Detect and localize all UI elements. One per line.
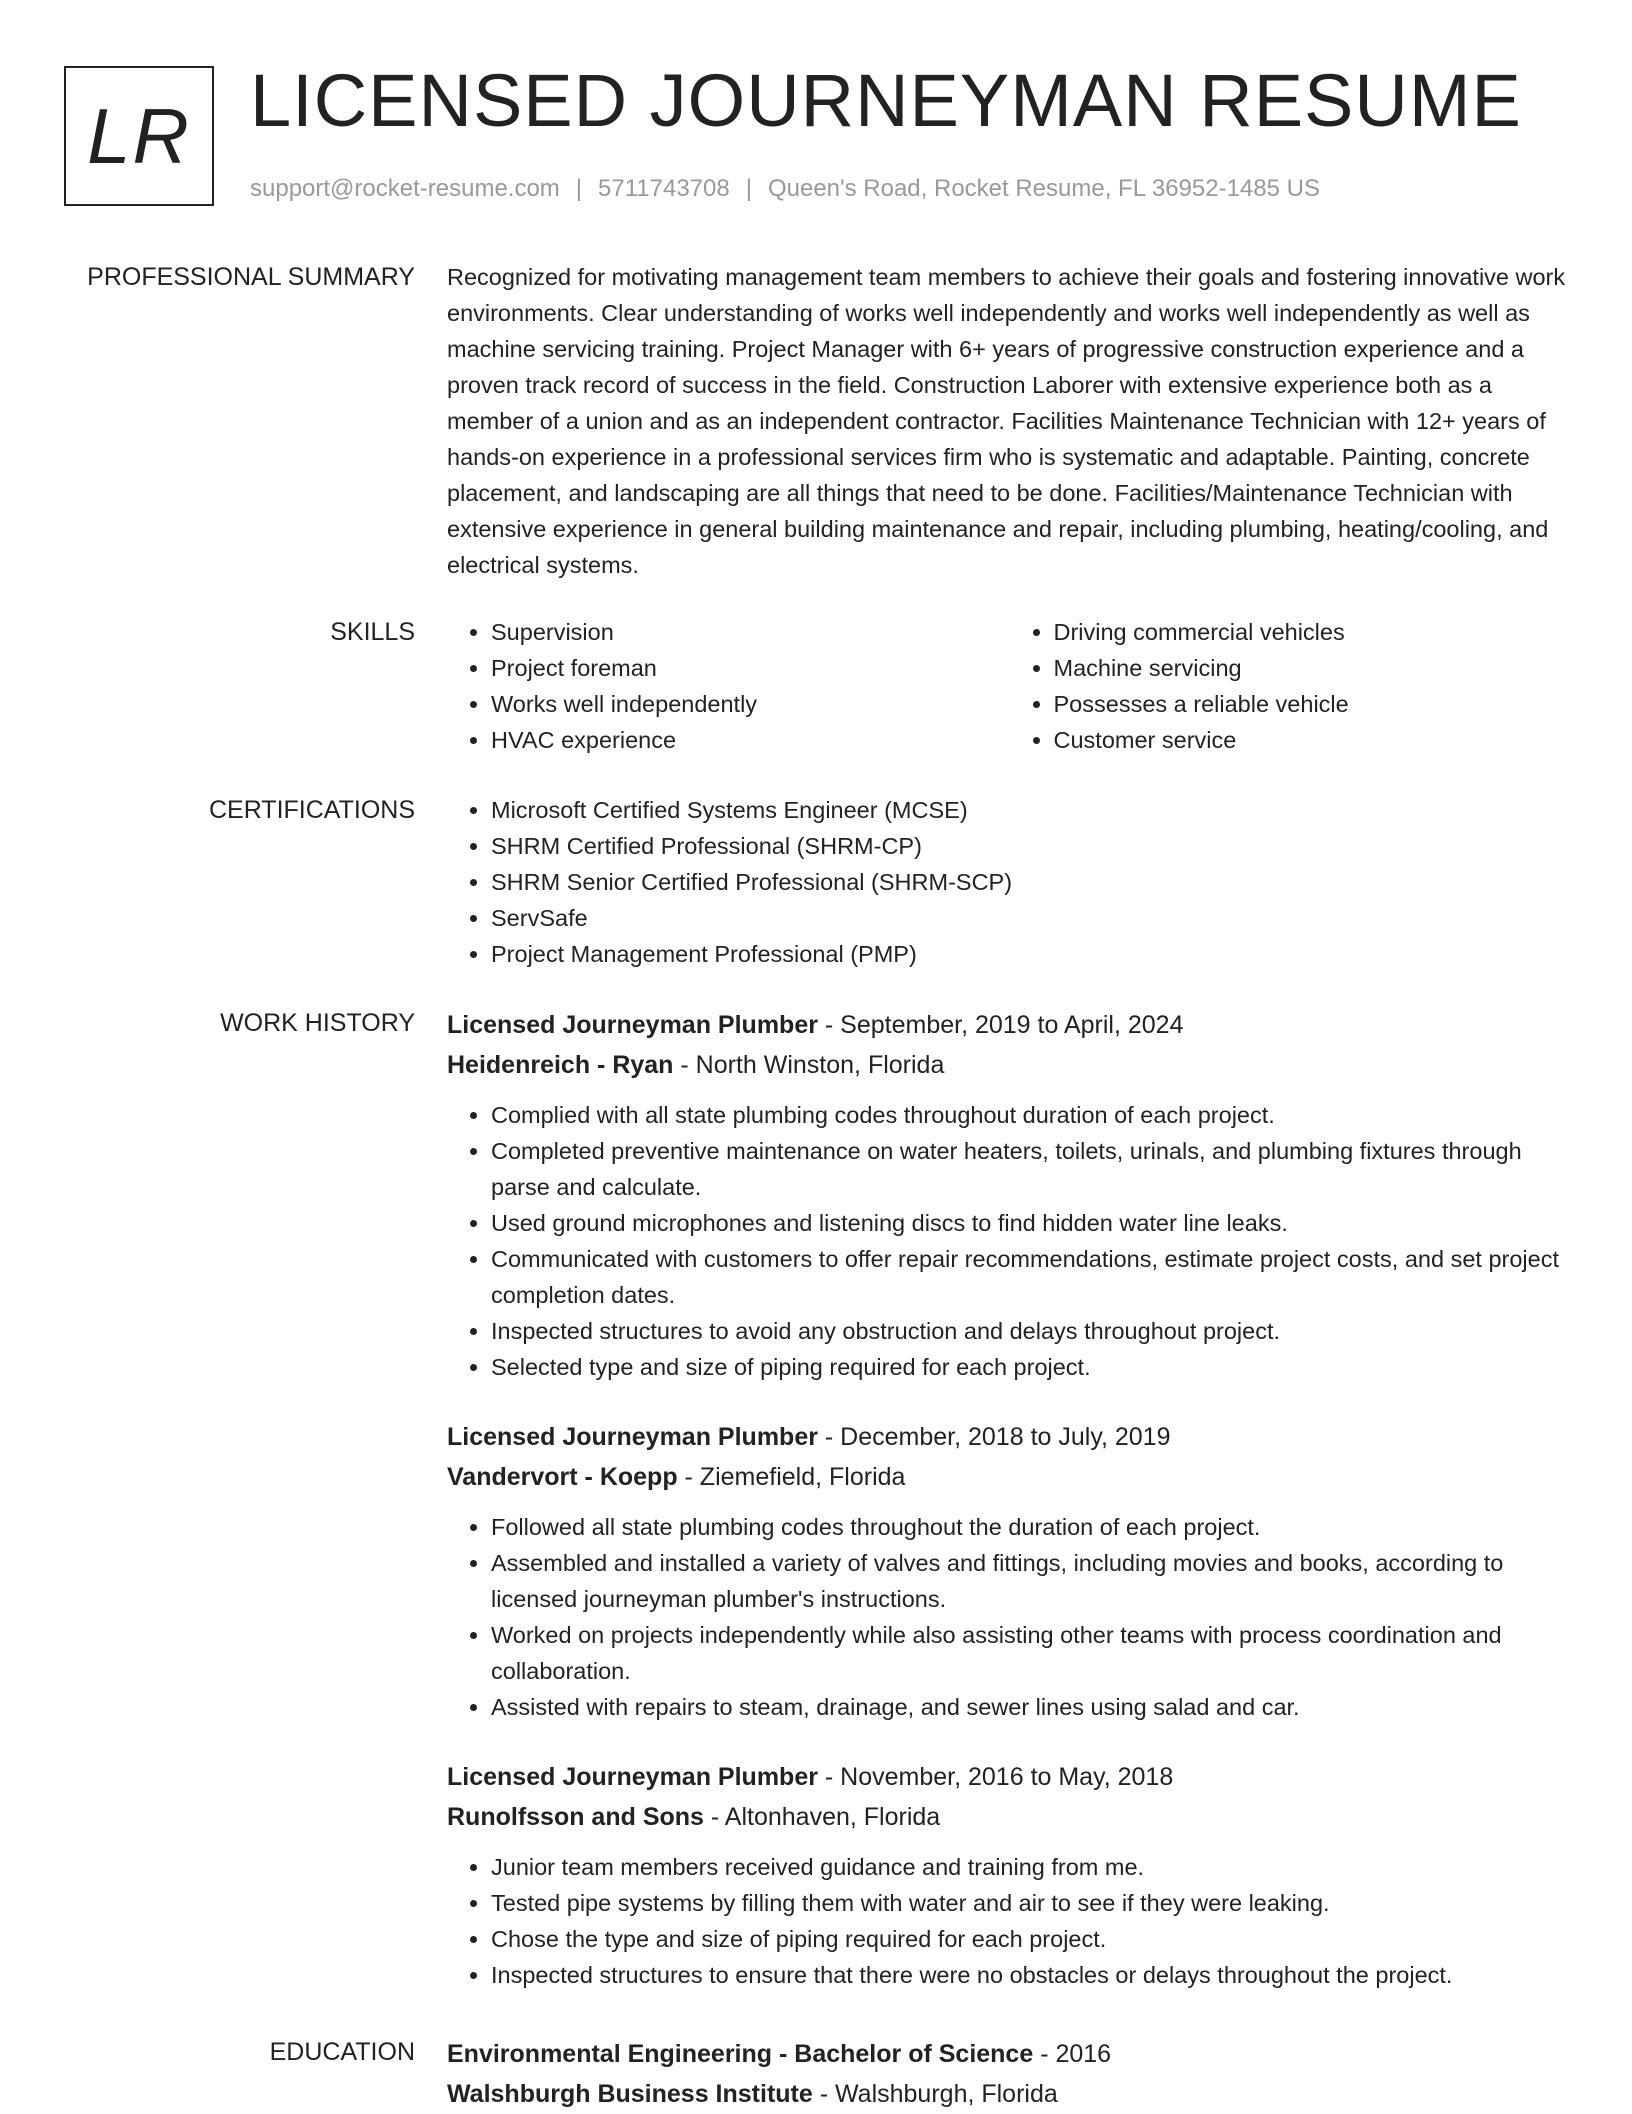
job-bullet: • Worked on projects independently while also assisting other teams with process coordination and collaboration. (491, 1617, 1572, 1689)
initials-text: LR (87, 91, 191, 180)
job-dates: - November, 2016 to May, 2018 (817, 1763, 1174, 1791)
contact-line (250, 175, 1320, 203)
job-bullet: • Assembled and installed a variety of valves and fittings, including movies and books, according to licensed journeyman plumber's instructions. (491, 1545, 1572, 1617)
job-company: Heidenreich - Ryan (447, 1051, 674, 1079)
job-bullet: • Inspected structures to avoid any obstruction and delays throughout project. (491, 1313, 1572, 1349)
job-bullet: • Inspected structures to ensure that there were no obstacles or delays throughout the project. (491, 1957, 1572, 1993)
job-title: Licensed Journeyman Plumber (447, 1011, 818, 1039)
skill-item: • Customer service (1054, 722, 1573, 758)
contact-address: Queen's Road, Rocket Resume, FL 36952-1485 US (767, 175, 1320, 202)
job-company: Runolfsson and Sons (447, 1803, 704, 1831)
job-title: Licensed Journeyman Plumber (447, 1763, 818, 1791)
certifications-label: CERTIFICATIONS (208, 796, 415, 824)
education-school: Walshburgh Business Institute (447, 2080, 813, 2108)
education-label: EDUCATION (269, 2038, 415, 2066)
education-year: - 2016 (1033, 2040, 1112, 2068)
skills-label: SKILLS (330, 618, 415, 646)
skills-list-right (1010, 614, 1573, 758)
contact-separator: | (745, 175, 752, 202)
job-bullet: • Completed preventive maintenance on water heaters, toilets, urinals, and plumbing fixtures through parse and calculate. (491, 1133, 1572, 1205)
job-title: Licensed Journeyman Plumber (447, 1423, 818, 1451)
job-bullets (447, 1097, 1572, 1385)
contact-phone: 5711743708 (598, 175, 730, 202)
skill-item: • Possesses a reliable vehicle (1054, 686, 1573, 722)
skill-item: • Project foreman (491, 650, 1010, 686)
job-header (447, 1417, 1572, 1457)
certification-item: • ServSafe (491, 900, 1572, 936)
job-entry (447, 1005, 1572, 1385)
job-location: - Ziemefield, Florida (677, 1463, 906, 1491)
skill-item: • HVAC experience (491, 722, 1010, 758)
summary-text: Recognized for motivating management team members to achieve their goals and fostering innovative work environments. Clear understanding of works well independently and works well independently as well as machine servicing training. Project Manager with 6+ years of progressive construction experience and a proven track record of success in the field. Construction Laborer with extensive experience both as a member of a union and as an independent contractor. Facilities Maintenance Technician with 12+ years of hands-on experience in a professional services firm who is systematic and adaptable. Painting, concrete placement, and landscaping are all things that need to be done. Facilities/Maintenance Technician with extensive experience in general building maintenance and repair, including plumbing, heating/cooling, and electrical systems. (447, 264, 1566, 578)
job-company-line (447, 1457, 1572, 1497)
education-body (447, 2034, 1572, 2114)
job-dates: - September, 2019 to April, 2024 (817, 1011, 1184, 1039)
job-bullet: • Tested pipe systems by filling them with water and air to see if they were leaking. (491, 1885, 1572, 1921)
skill-item: • Machine servicing (1054, 650, 1573, 686)
job-company: Vandervort - Koepp (447, 1463, 678, 1491)
skills-body (447, 614, 1572, 758)
certification-item: • SHRM Certified Professional (SHRM-CP) (491, 828, 1572, 864)
job-bullet: • Assisted with repairs to steam, drainage, and sewer lines using salad and car. (491, 1689, 1572, 1725)
certifications-list (447, 792, 1572, 972)
job-bullet: • Used ground microphones and listening discs to find hidden water line leaks. (491, 1205, 1572, 1241)
job-header (447, 1757, 1572, 1797)
job-bullet: • Complied with all state plumbing codes throughout duration of each project. (491, 1097, 1572, 1133)
education-degree-line (447, 2034, 1572, 2074)
education-location: - Walshburgh, Florida (812, 2080, 1058, 2108)
resume-title: LICENSED JOURNEYMAN RESUME (250, 59, 1522, 142)
work-history-body (447, 1005, 1572, 2025)
certification-item: • SHRM Senior Certified Professional (SHRM-SCP) (491, 864, 1572, 900)
job-company-line (447, 1797, 1572, 1837)
contact-email: support@rocket-resume.com (250, 175, 560, 202)
job-location: - North Winston, Florida (673, 1051, 945, 1079)
initials-logo (64, 66, 214, 206)
summary-label: PROFESSIONAL SUMMARY (87, 263, 415, 291)
skill-item: • Driving commercial vehicles (1054, 614, 1573, 650)
skills-list-left (447, 614, 1010, 758)
certification-item: • Project Management Professional (PMP) (491, 936, 1572, 972)
job-company-line (447, 1045, 1572, 1085)
job-location: - Altonhaven, Florida (703, 1803, 941, 1831)
certification-item: • Microsoft Certified Systems Engineer (MCSE) (491, 792, 1572, 828)
job-bullet: • Chose the type and size of piping required for each project. (491, 1921, 1572, 1957)
certifications-body (447, 792, 1572, 972)
contact-separator: | (575, 175, 583, 202)
job-bullets (447, 1849, 1572, 1993)
skill-item: • Works well independently (491, 686, 1010, 722)
job-header (447, 1005, 1572, 1045)
skill-item: • Supervision (491, 614, 1010, 650)
job-bullet: • Communicated with customers to offer repair recommendations, estimate project costs, and set project completion dates. (491, 1241, 1572, 1313)
job-bullet: • Junior team members received guidance and training from me. (491, 1849, 1572, 1885)
job-bullet: • Selected type and size of piping required for each project. (491, 1349, 1572, 1385)
job-bullets (447, 1509, 1572, 1725)
work-history-label: WORK HISTORY (220, 1009, 415, 1037)
education-school-line (447, 2074, 1572, 2114)
job-dates: - December, 2018 to July, 2019 (817, 1423, 1171, 1451)
job-entry (447, 1417, 1572, 1725)
summary-body (447, 259, 1572, 583)
job-bullet: • Followed all state plumbing codes throughout the duration of each project. (491, 1509, 1572, 1545)
job-entry (447, 1757, 1572, 1993)
education-degree: Environmental Engineering - Bachelor of Science (447, 2040, 1034, 2068)
